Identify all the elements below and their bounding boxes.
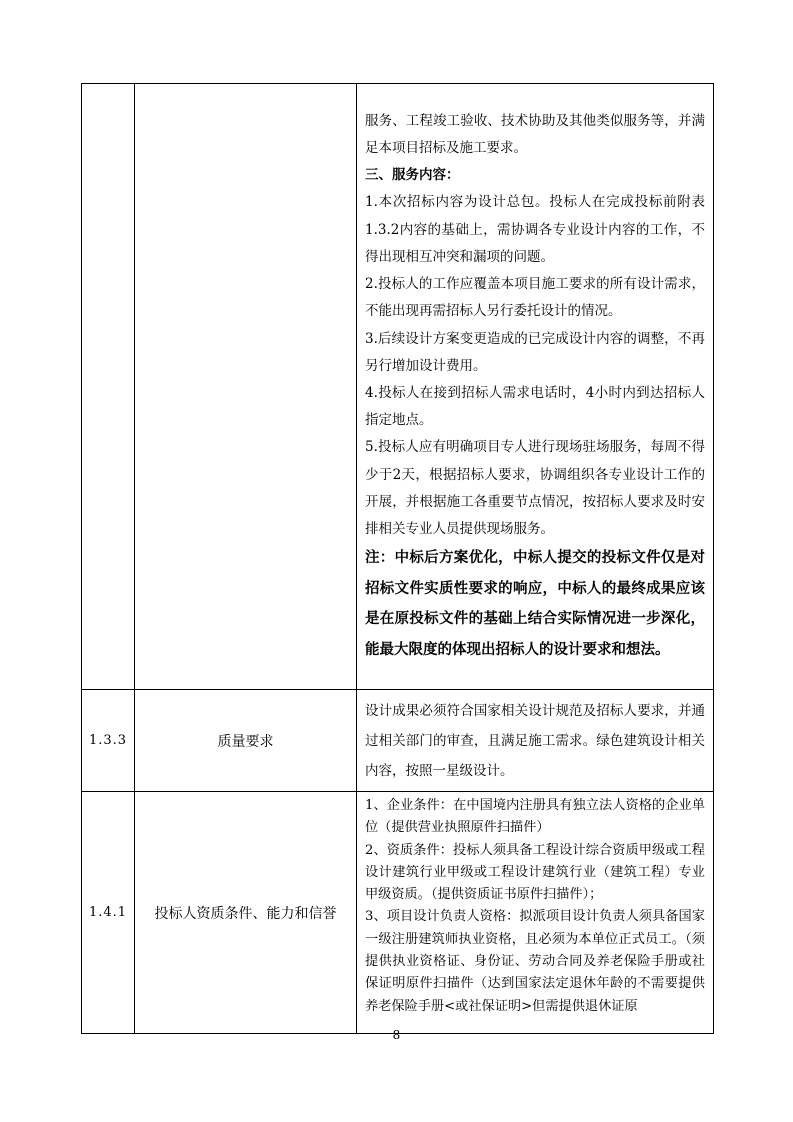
content-paragraph: 5.投标人应有明确项目专人进行现场驻场服务，每周不得少于2天，根据招标人要求，协调组织各专业设计工作的开展，并根据施工各重要节点情况，按招标人要求及时安排相关专业人员提供现场服务。 bbox=[365, 439, 705, 537]
row-number-cell: 1.3.3 bbox=[82, 690, 135, 792]
table-row-service-content bbox=[82, 84, 714, 690]
content-paragraph: 3.后续设计方案变更造成的已完成设计内容的调整，不再另行增加设计费用。 bbox=[365, 330, 705, 374]
content-paragraph: 3、项目设计负责人资格：拟派项目设计负责人须具备国家一级注册建筑师执业资格，且必须为本单位正式员工。（须提供执业资格证、身份证、劳动合同及养老保险手册或社保证明原件扫描件（达到国家法定退休年龄的不需要提供养老保险手册<或社保证明>但需提供退休证原 bbox=[365, 909, 705, 1014]
row-number-cell: 1.4.1 bbox=[82, 792, 135, 1034]
table-row-quality bbox=[82, 690, 714, 792]
bid-data-table bbox=[81, 83, 714, 1034]
row-label-cell: 质量要求 bbox=[135, 690, 357, 792]
note-paragraph: 注：中标后方案优化，中标人提交的投标文件仅是对招标文件实质性要求的响应，中标人的最终成果应该是在原投标文件的基础上结合实际情况进一步深化，能最大限度的体现出招标人的设计要求和想法。 bbox=[365, 549, 705, 658]
content-paragraph: 2、资质条件：投标人须具备工程设计综合资质甲级或工程设计建筑行业甲级或工程设计建筑行业（建筑工程）专业甲级资质。（提供资质证书原件扫描件）； bbox=[365, 842, 705, 903]
section-heading: 三、服务内容： bbox=[365, 167, 460, 184]
row-label-cell bbox=[135, 84, 357, 690]
content-paragraph: 4.投标人在接到招标人需求电话时，4小时内到达招标人指定地点。 bbox=[365, 384, 705, 429]
row-content-cell bbox=[357, 792, 714, 1034]
page-number: 8 bbox=[392, 1028, 401, 1042]
row-content-cell bbox=[357, 84, 714, 690]
row-number-cell bbox=[82, 84, 135, 690]
row-content-cell: 设计成果必须符合国家相关设计规范及招标人要求，并通过相关部门的审查，且满足施工需求。绿色建筑设计相关内容，按照一星级设计。 bbox=[357, 690, 714, 792]
content-paragraph: 1.本次招标内容为设计总包。投标人在完成投标前附表1.3.2内容的基础上，需协调各专业设计内容的工作，不得出现相互冲突和漏项的问题。 bbox=[365, 194, 705, 265]
content-paragraph: 1、企业条件：在中国境内注册具有独立法人资格的企业单位（提供营业执照原件扫描件） bbox=[365, 798, 705, 836]
table-row-qualification bbox=[82, 792, 714, 1034]
row-label-cell: 投标人资质条件、能力和信誉 bbox=[135, 792, 357, 1034]
content-paragraph: 服务、工程竣工验收、技术协助及其他类似服务等，并满足本项目招标及施工要求。 bbox=[365, 112, 705, 157]
content-paragraph: 2.投标人的工作应覆盖本项目施工要求的所有设计需求，不能出现再需招标人另行委托设计的情况。 bbox=[365, 276, 705, 320]
